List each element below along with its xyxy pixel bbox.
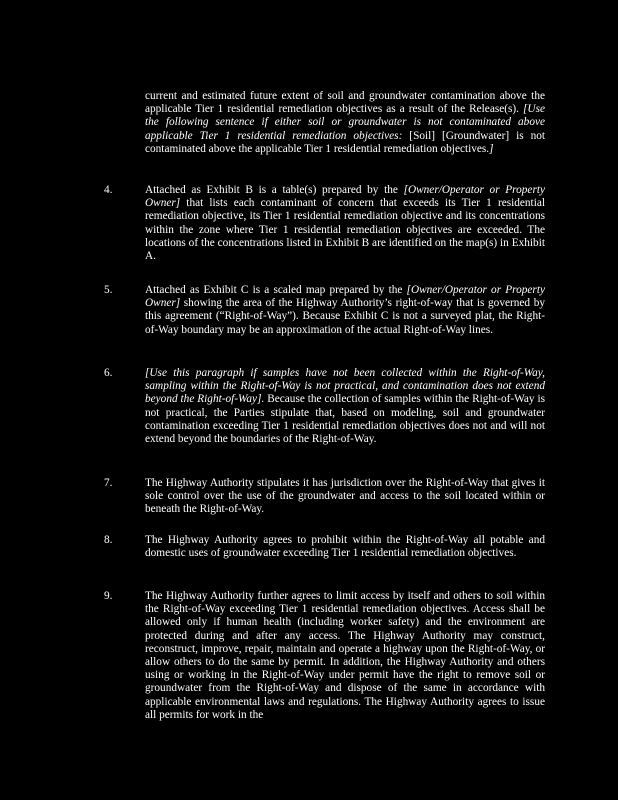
- p5-text-1: Attached as Exhibit C is a scaled map prepared by the: [145, 284, 407, 296]
- intro-close-bracket: ]: [489, 142, 494, 155]
- paragraph-6: [145, 367, 545, 446]
- p4-text-2: that lists each contaminant of concern that exceeds its Tier 1 residential remediation objective, its Tier 1 residential remediation objective and its concentrations within the zone where Tier 1 residential remediation objectives are exceeded. The locations of the concentrations listed in Exhibit B are identified on the map(s) in Exhibit A.: [145, 197, 545, 263]
- paragraph-number-4: 4.: [104, 184, 113, 196]
- paragraph-number-7: 7.: [104, 477, 113, 489]
- paragraph-number-8: 8.: [104, 534, 113, 546]
- paragraph-9: The Highway Authority further agrees to limit access by itself and others to soil within the Right-of-Way exceeding Tier 1 residential remediation objectives. Access shall be allowed only if human health (including worker safety) and the environment are protected during and after any access. The Highway Authority may construct, reconstruct, improve, repair, maintain and operate a highway upon the Right-of-Way, or allow others to do the same by permit. In addition, the Highway Authority and others using or working in the Right-of-Way under permit have the right to remove soil or groundwater from the Right-of-Way and dispose of the same in accordance with applicable environmental laws and regulations. The Highway Authority agrees to issue all permits for work in the: [145, 590, 545, 721]
- intro-instruction: [Use the following sentence if either soil or groundwater is not contaminated above applicable Tier 1 residential remediation objectives:: [145, 103, 545, 142]
- paragraph-8: The Highway Authority agrees to prohibit within the Right-of-Way all potable and domestic uses of groundwater exceeding Tier 1 residential remediation objectives.: [145, 534, 545, 560]
- paragraph-7: The Highway Authority stipulates it has jurisdiction over the Right-of-Way that gives it sole control over the use of the groundwater and access to the soil located within or beneath the Right-of-Way.: [145, 477, 545, 516]
- p5-text-2: showing the area of the Highway Authority’s right-of-way that is governed by this agreement (“Right-of-Way”). Because Exhibit C is not a surveyed plat, the Right-of-Way boundary may be an approximation of the actual Right-of-Way lines.: [145, 297, 545, 336]
- paragraph-number-9: 9.: [104, 590, 113, 602]
- p5-placeholder: [Owner/Operator or Property Owner]: [145, 284, 545, 310]
- paragraph-5: [145, 284, 545, 337]
- p4-placeholder: [Owner/Operator or Property Owner]: [145, 184, 545, 210]
- p4-text-1: Attached as Exhibit B is a table(s) prepared by the: [145, 184, 404, 196]
- paragraph-4: [145, 184, 545, 263]
- paragraph-number-6: 6.: [104, 367, 113, 379]
- p6-instruction: [Use this paragraph if samples have not been collected within the Right-of-Way, sampling within the Right-of-Way is not practical, and contamination does not extend beyond the Right-of-Way].: [145, 367, 545, 406]
- p6-text: Because the collection of samples within the Right-of-Way is not practical, the Parties stipulate that, based on modeling, soil and groundwater contamination exceeding Tier 1 residential remediation objectives does not and will not extend beyond the boundaries of the Right-of-Way.: [145, 393, 545, 446]
- intro-text-2: [Soil] [Groundwater] is not contaminated above the applicable Tier 1 residential remediation objectives.: [145, 129, 546, 155]
- intro-text: current and estimated future extent of soil and groundwater contamination above the applicable Tier 1 residential remediation objectives as a result of the Release(s).: [145, 90, 545, 116]
- paragraph-intro: [145, 90, 545, 156]
- paragraph-number-5: 5.: [104, 284, 113, 296]
